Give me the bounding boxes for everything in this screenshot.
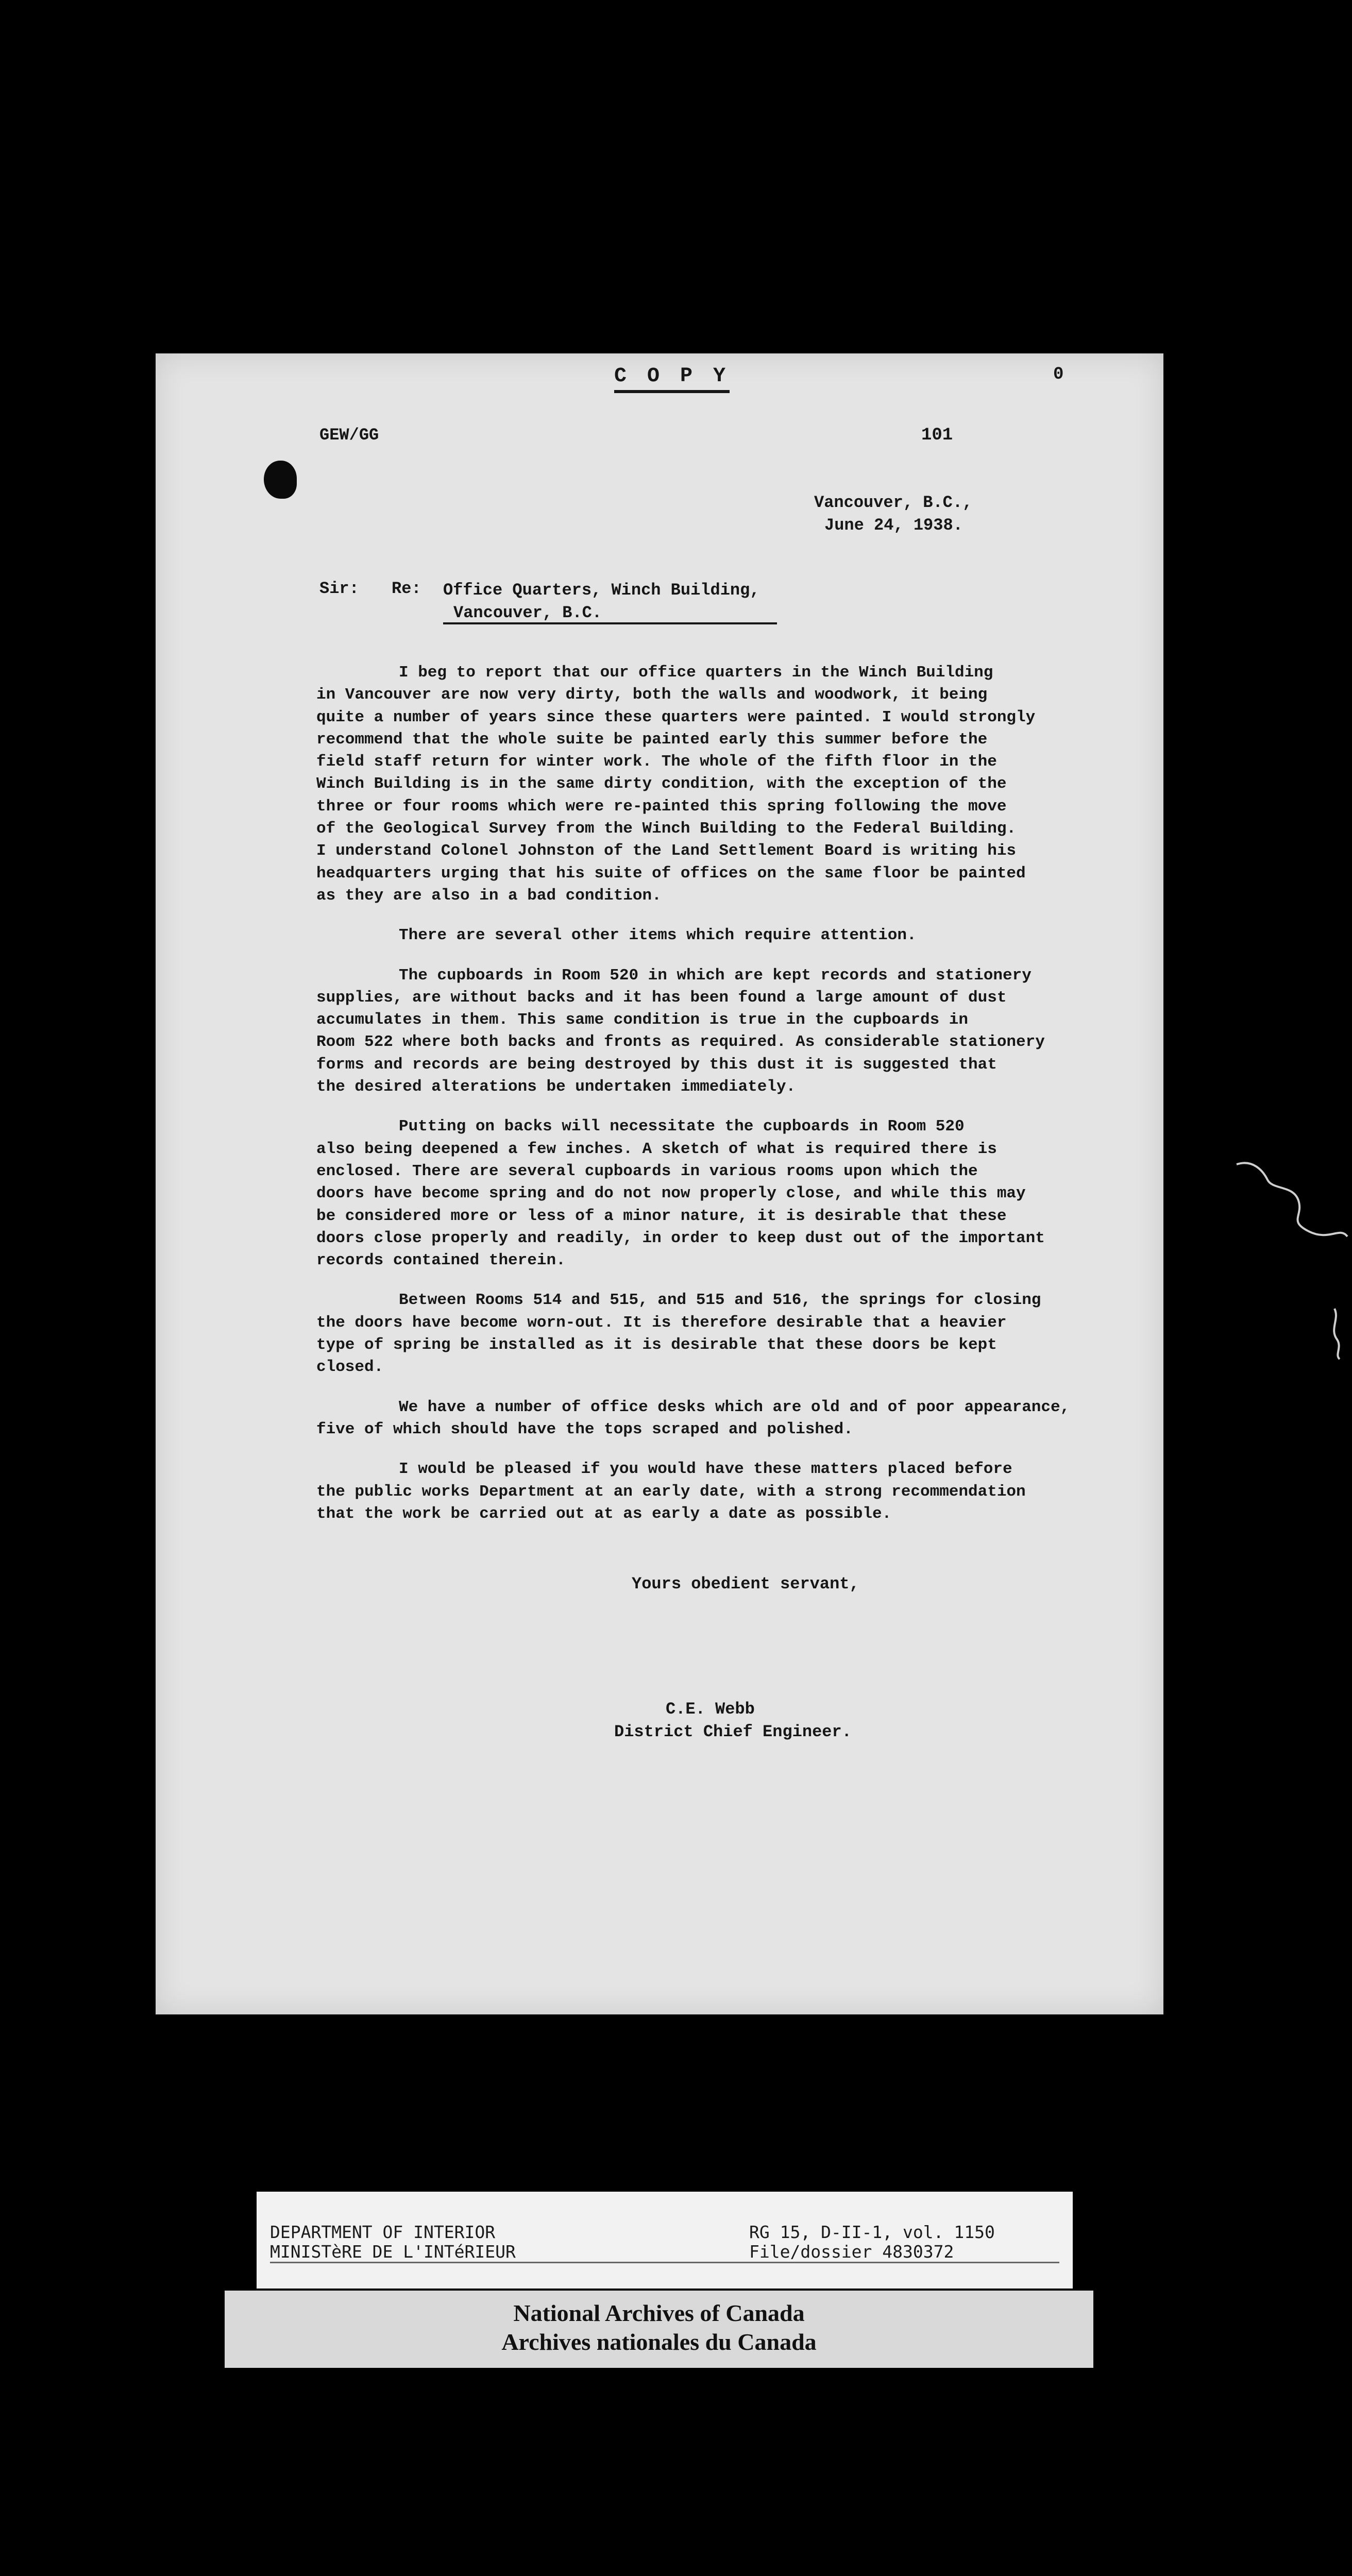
paragraph-line: I would be pleased if you would have these matters placed before [399, 1460, 1012, 1479]
paragraph [316, 964, 1161, 1098]
page-number: 101 [921, 426, 953, 445]
archive-reference-label [257, 2192, 1073, 2289]
paragraph [316, 1115, 1161, 1272]
label-rule [270, 2262, 1059, 2263]
archives-french: Archives nationales du Canada [501, 2329, 817, 2355]
department-english: DEPARTMENT OF INTERIOR [270, 2222, 496, 2242]
margin-scribble [1231, 1154, 1350, 1360]
signature-block [614, 1698, 852, 1743]
paragraph-line: forms and records are being destroyed by this dust it is suggested that [316, 1055, 997, 1074]
paragraph-line: enclosed. There are several cupboards in various rooms upon which the [316, 1162, 978, 1180]
letter-body [316, 662, 1161, 1543]
file-number: File/dossier 4830372 [749, 2242, 954, 2262]
date-line: June 24, 1938. [824, 516, 963, 535]
paragraph-line: five of which should have the tops scraped and polished. [316, 1420, 853, 1438]
paragraph-line: Winch Building is in the same dirty condition, with the exception of the [316, 775, 1007, 793]
paragraph-line: also being deepened a few inches. A sketch of what is required there is [316, 1140, 997, 1158]
subject-line-2: Vancouver, B.C. [453, 603, 602, 622]
corner-number: 0 [1053, 365, 1064, 384]
department-block [270, 2223, 516, 2262]
copy-heading-underline [614, 390, 730, 393]
archives-banner [225, 2291, 1093, 2368]
copy-heading [614, 365, 730, 393]
paragraph-line: field staff return for winter work. The whole of the fifth floor in the [316, 753, 997, 771]
department-french: MINISTèRE DE L'INTéRIEUR [270, 2242, 516, 2262]
paragraph [316, 924, 1161, 946]
re-label: Re: [392, 579, 421, 598]
salutation: Sir: [319, 579, 359, 598]
paragraph-line: in Vancouver are now very dirty, both the walls and woodwork, it being [316, 686, 988, 704]
paragraph-line: Between Rooms 514 and 515, and 515 and 516, the springs for closing [399, 1291, 1041, 1310]
paragraph-line: as they are also in a bad condition. [316, 886, 662, 905]
reference-initials: GEW/GG [319, 426, 379, 445]
paragraph-line: the desired alterations be undertaken immediately. [316, 1078, 796, 1096]
punch-hole-mark [264, 461, 297, 499]
paragraph-line: that the work be carried out at as early a date as possible. [316, 1504, 892, 1523]
signer-title: District Chief Engineer. [614, 1722, 852, 1741]
paragraph-line: doors close properly and readily, in order to keep dust out of the important [316, 1229, 1045, 1247]
place-line: Vancouver, B.C., [814, 493, 973, 512]
paragraph-line: There are several other items which require attention. [399, 926, 917, 945]
paragraph-line: I understand Colonel Johnston of the Land Settlement Board is writing his [316, 842, 1017, 860]
paragraph-line: closed. [316, 1358, 384, 1377]
paragraph-line: accumulates in them. This same condition is true in the cupboards in [316, 1011, 969, 1029]
paragraph [316, 1289, 1161, 1378]
closing: Yours obedient servant, [632, 1574, 859, 1594]
record-reference-block [749, 2223, 995, 2262]
archives-english: National Archives of Canada [513, 2300, 805, 2326]
paragraph-line: the public works Department at an early date, with a strong recommendation [316, 1482, 1026, 1501]
subject-block [443, 579, 760, 624]
record-group: RG 15, D-II-1, vol. 1150 [749, 2222, 995, 2242]
paragraph-line: quite a number of years since these quarters were painted. I would strongly [316, 708, 1036, 726]
place-and-date [814, 492, 972, 537]
paragraph-line: We have a number of office desks which are old and of poor appearance, [399, 1398, 1070, 1416]
paragraph-line: I beg to report that our office quarters in the Winch Building [399, 664, 993, 682]
paragraph-line: the doors have become worn-out. It is therefore desirable that a heavier [316, 1313, 1007, 1332]
letter-page [156, 353, 1163, 2014]
paragraph-line: doors have become spring and do not now properly close, and while this may [316, 1184, 1026, 1203]
paragraph-line: The cupboards in Room 520 in which are kept records and stationery [399, 966, 1032, 985]
paragraph-line: three or four rooms which were re-painted this spring following the move [316, 797, 1007, 816]
copy-heading-text: C O P Y [614, 365, 730, 388]
paragraph-line: supplies, are without backs and it has been found a large amount of dust [316, 988, 1007, 1007]
subject-line-1: Office Quarters, Winch Building, [443, 581, 760, 600]
paragraph-line: Room 522 where both backs and fronts as required. As considerable stationery [316, 1033, 1045, 1052]
subject-underline [443, 622, 777, 624]
paragraph-line: type of spring be installed as it is desirable that these doors be kept [316, 1336, 997, 1354]
paragraph [316, 662, 1161, 907]
paragraph [316, 1458, 1161, 1525]
paragraph-line: be considered more or less of a minor nature, it is desirable that these [316, 1207, 1007, 1225]
paragraph-line: headquarters urging that his suite of offices on the same floor be painted [316, 864, 1026, 883]
signer-name: C.E. Webb [666, 1700, 755, 1719]
paragraph-line: records contained therein. [316, 1251, 566, 1270]
letter-document [156, 353, 1163, 2014]
paragraph-line: recommend that the whole suite be painted early this summer before the [316, 730, 988, 749]
paragraph-line: of the Geological Survey from the Winch Building to the Federal Building. [316, 820, 1017, 838]
paragraph-line: Putting on backs will necessitate the cupboards in Room 520 [399, 1117, 965, 1136]
paragraph [316, 1396, 1161, 1441]
